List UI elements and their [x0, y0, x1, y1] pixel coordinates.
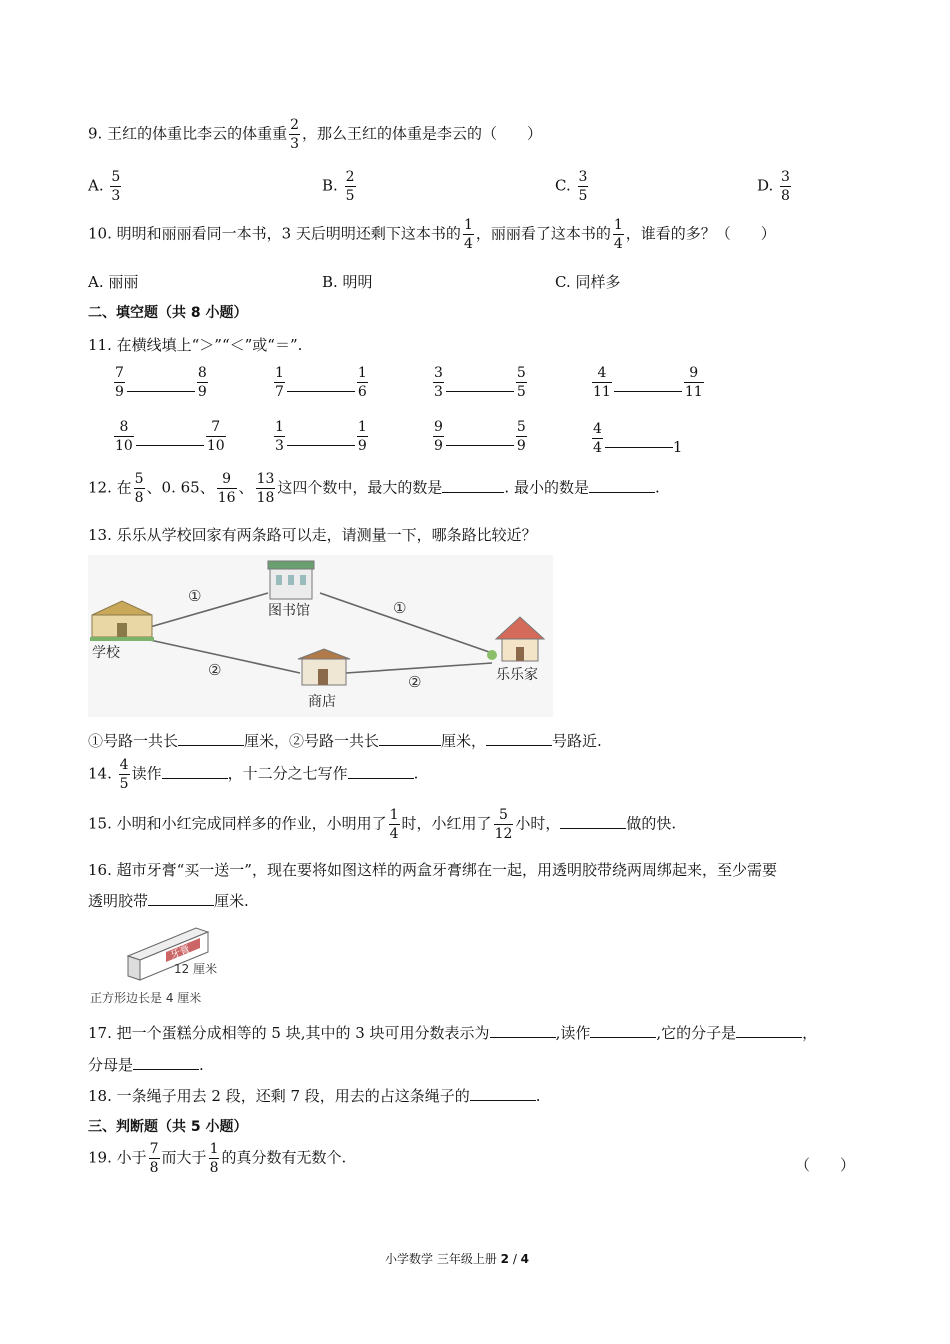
question-14: 14. $\frac{4}{5}$ 读作 ，十二分之七写作 . — [88, 757, 419, 792]
question-15: 15. 小明和小红完成同样多的作业，小明用了 $\frac{1}{4}$ 时，小红用了 $\frac{5}{12}$ 小时， 做的快. — [88, 807, 677, 842]
toothpaste-figure — [88, 918, 248, 1008]
length-label: 12 厘米 — [174, 962, 218, 976]
compare-item[interactable]: $\frac{7}{9}$ $\frac{8}{9}$ — [115, 365, 207, 400]
answer-blank[interactable] — [470, 1100, 536, 1101]
question-17: 17. 把一个蛋糕分成相等的 5 块,其中的 3 块可用分数表示为 ,读作 ,它的分子是 ， — [88, 1024, 818, 1042]
option-b[interactable]: B. $\frac{2}{5}$ — [322, 169, 355, 204]
library-icon — [268, 561, 314, 599]
option-c[interactable]: C. $\frac{3}{5}$ — [555, 169, 588, 204]
library-label: 图书馆 — [268, 603, 310, 619]
question-16-line2: 透明胶带 厘米. — [88, 892, 249, 910]
svg-text:牙膏: 牙膏 — [169, 943, 192, 962]
question-18: 18. 一条绳子用去 2 段，还剩 7 段，用去的占这条绳子的 . — [88, 1087, 541, 1105]
route-1-label: ① — [393, 599, 407, 617]
compare-item[interactable]: $\frac{4}{11}$ $\frac{9}{11}$ — [593, 365, 703, 400]
option-a[interactable]: A. 丽丽 — [88, 273, 139, 291]
compare-item[interactable]: $\frac{9}{9}$ $\frac{5}{9}$ — [434, 419, 526, 454]
route-map — [88, 555, 553, 717]
answer-blank[interactable] — [442, 492, 504, 493]
route-2-label: ② — [408, 673, 422, 691]
answer-blank[interactable] — [590, 1037, 656, 1038]
answer-blank[interactable] — [486, 745, 552, 746]
option-a[interactable]: A. $\frac{5}{3}$ — [88, 169, 121, 204]
question-17-line2: 分母是 . — [88, 1056, 204, 1074]
answer-blank[interactable] — [348, 778, 414, 779]
option-c[interactable]: C. 同样多 — [555, 273, 621, 291]
answer-blank[interactable] — [490, 1037, 556, 1038]
question-11: 11. 在横线填上“＞”“＜”或“＝”. — [88, 336, 303, 354]
compare-item[interactable]: $\frac{1}{3}$ $\frac{1}{9}$ — [275, 419, 367, 454]
option-d[interactable]: D. $\frac{3}{8}$ — [757, 169, 790, 204]
answer-blank[interactable] — [162, 778, 228, 779]
figure-caption: 正方形边长是 4 厘米 — [90, 991, 202, 1005]
compare-item[interactable]: $\frac{8}{10}$ $\frac{7}{10}$ — [115, 419, 225, 454]
route-1-label: ① — [188, 587, 202, 605]
question-9: 9. 王红的体重比李云的体重重 $\frac{2}{3}$ ，那么王红的体重是李云的（ ） — [88, 117, 543, 152]
option-b[interactable]: B. 明明 — [322, 273, 373, 291]
answer-blank[interactable] — [178, 745, 244, 746]
question-13: 13. 乐乐从学校回家有两条路可以走，请测量一下，哪条路比较近？ — [88, 526, 537, 544]
answer-blank[interactable] — [379, 745, 441, 746]
question-19: 19. 小于 $\frac{7}{8}$ 而大于 $\frac{1}{8}$ 的真分数有无数个. — [88, 1141, 347, 1176]
answer-blank[interactable] — [736, 1037, 802, 1038]
question-16: 16. 超市牙膏“买一送一”，现在要将如图这样的两盒牙膏绑在一起，用透明胶带绕两周绑起来，至少需要 — [88, 861, 777, 879]
fraction: $\frac{2}{3}$ — [290, 117, 300, 152]
compare-item[interactable]: $\frac{3}{3}$ $\frac{5}{5}$ — [434, 365, 526, 400]
home-label: 乐乐家 — [496, 667, 538, 683]
question-12: 12. 在 $\frac{5}{8}$ 、0. 65、 $\frac{9}{16}$ 、 $\frac{13}{18}$ 这四个数中，最大的数是 . 最小的数是 . — [88, 471, 660, 506]
answer-bracket[interactable]: （ ） — [795, 1156, 856, 1174]
shop-label: 商店 — [308, 694, 336, 710]
answer-blank[interactable] — [133, 1069, 199, 1070]
route-2-label: ② — [208, 661, 222, 679]
page-footer: 小学数学 三年级上册 2 / 4 — [385, 1252, 530, 1266]
answer-blank[interactable] — [589, 492, 655, 493]
question-13-answer: ①号路一共长 厘米，②号路一共长 厘米， 号路近. — [88, 732, 602, 750]
compare-item[interactable]: $\frac{1}{7}$ $\frac{1}{6}$ — [275, 365, 367, 400]
answer-blank[interactable] — [148, 905, 214, 906]
section-title: 二、填空题（共 8 小题） — [88, 305, 248, 321]
compare-item[interactable]: $\frac{4}{4}$ 1 — [593, 420, 683, 456]
answer-blank[interactable] — [560, 828, 626, 829]
school-label: 学校 — [92, 645, 120, 661]
question-10: 10. 明明和丽丽看同一本书，3 天后明明还剩下这本书的 $\frac{1}{4}$ ，丽丽看了这本书的 $\frac{1}{4}$ ，谁看的多？（ ） — [88, 217, 776, 252]
section-title: 三、判断题（共 5 小题） — [88, 1119, 248, 1135]
